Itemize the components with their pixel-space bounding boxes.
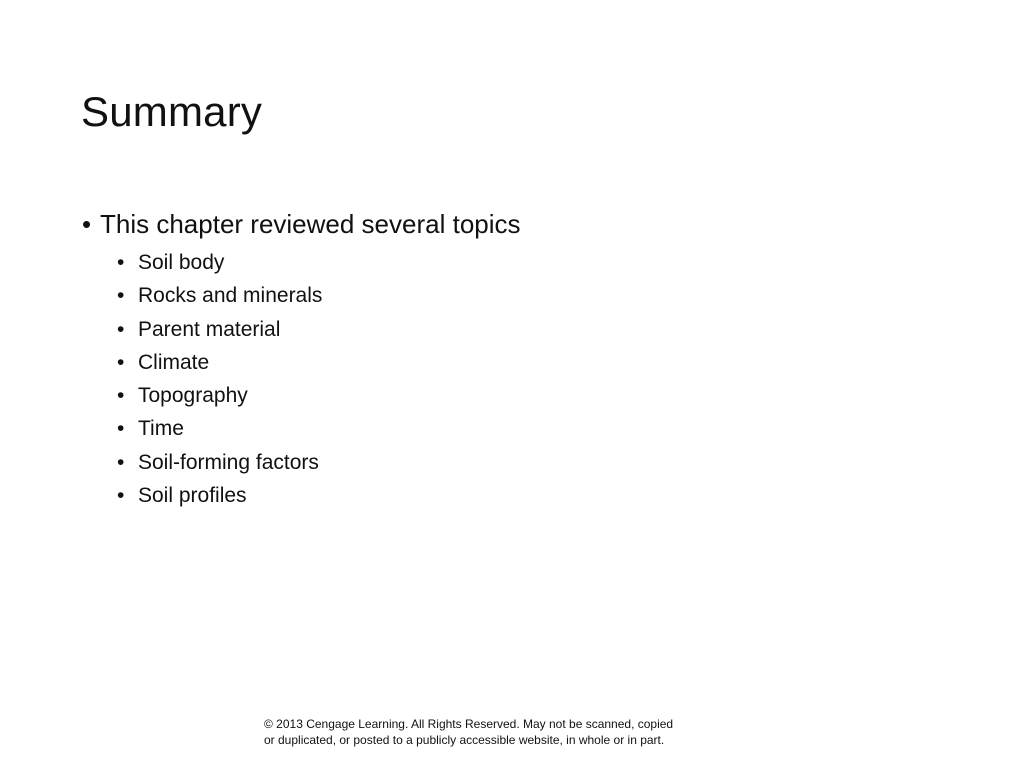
bullet-icon: • bbox=[117, 251, 125, 274]
list-item bbox=[117, 313, 322, 346]
topic-list bbox=[117, 246, 322, 512]
bullet-icon: • bbox=[117, 350, 125, 374]
topic-text: Topography bbox=[138, 384, 248, 408]
list-item bbox=[117, 446, 322, 479]
main-bullet-text: This chapter reviewed several topics bbox=[100, 209, 521, 239]
bullet-icon: • bbox=[117, 284, 125, 308]
list-item bbox=[117, 379, 322, 412]
bullet-icon: • bbox=[117, 450, 125, 474]
list-item bbox=[117, 346, 322, 379]
topic-text: Soil profiles bbox=[138, 484, 247, 508]
list-item bbox=[117, 412, 322, 445]
list-item bbox=[117, 479, 322, 512]
topic-text: Time bbox=[138, 417, 184, 441]
main-bullet-point bbox=[82, 207, 521, 241]
topic-text: Parent material bbox=[138, 317, 281, 341]
slide-title: Summary bbox=[81, 88, 263, 135]
copyright-line-1: © 2013 Cengage Learning. All Rights Reserved. May not be scanned, copied bbox=[264, 717, 674, 731]
topic-text: Rocks and minerals bbox=[138, 284, 323, 308]
list-item bbox=[117, 246, 322, 279]
bullet-icon: • bbox=[117, 417, 125, 441]
bullet-icon: • bbox=[117, 384, 125, 408]
topic-text: Climate bbox=[138, 350, 210, 374]
topic-text: Soil-forming factors bbox=[138, 450, 319, 474]
bullet-icon: • bbox=[117, 317, 125, 341]
copyright-line-2: or duplicated, or posted to a publicly accessible website, in whole or in part. bbox=[264, 733, 665, 747]
bullet-icon: • bbox=[82, 209, 92, 239]
bullet-icon: • bbox=[117, 484, 125, 508]
list-item bbox=[117, 279, 322, 312]
copyright-notice bbox=[264, 716, 673, 748]
topic-text: Soil body bbox=[138, 251, 225, 274]
